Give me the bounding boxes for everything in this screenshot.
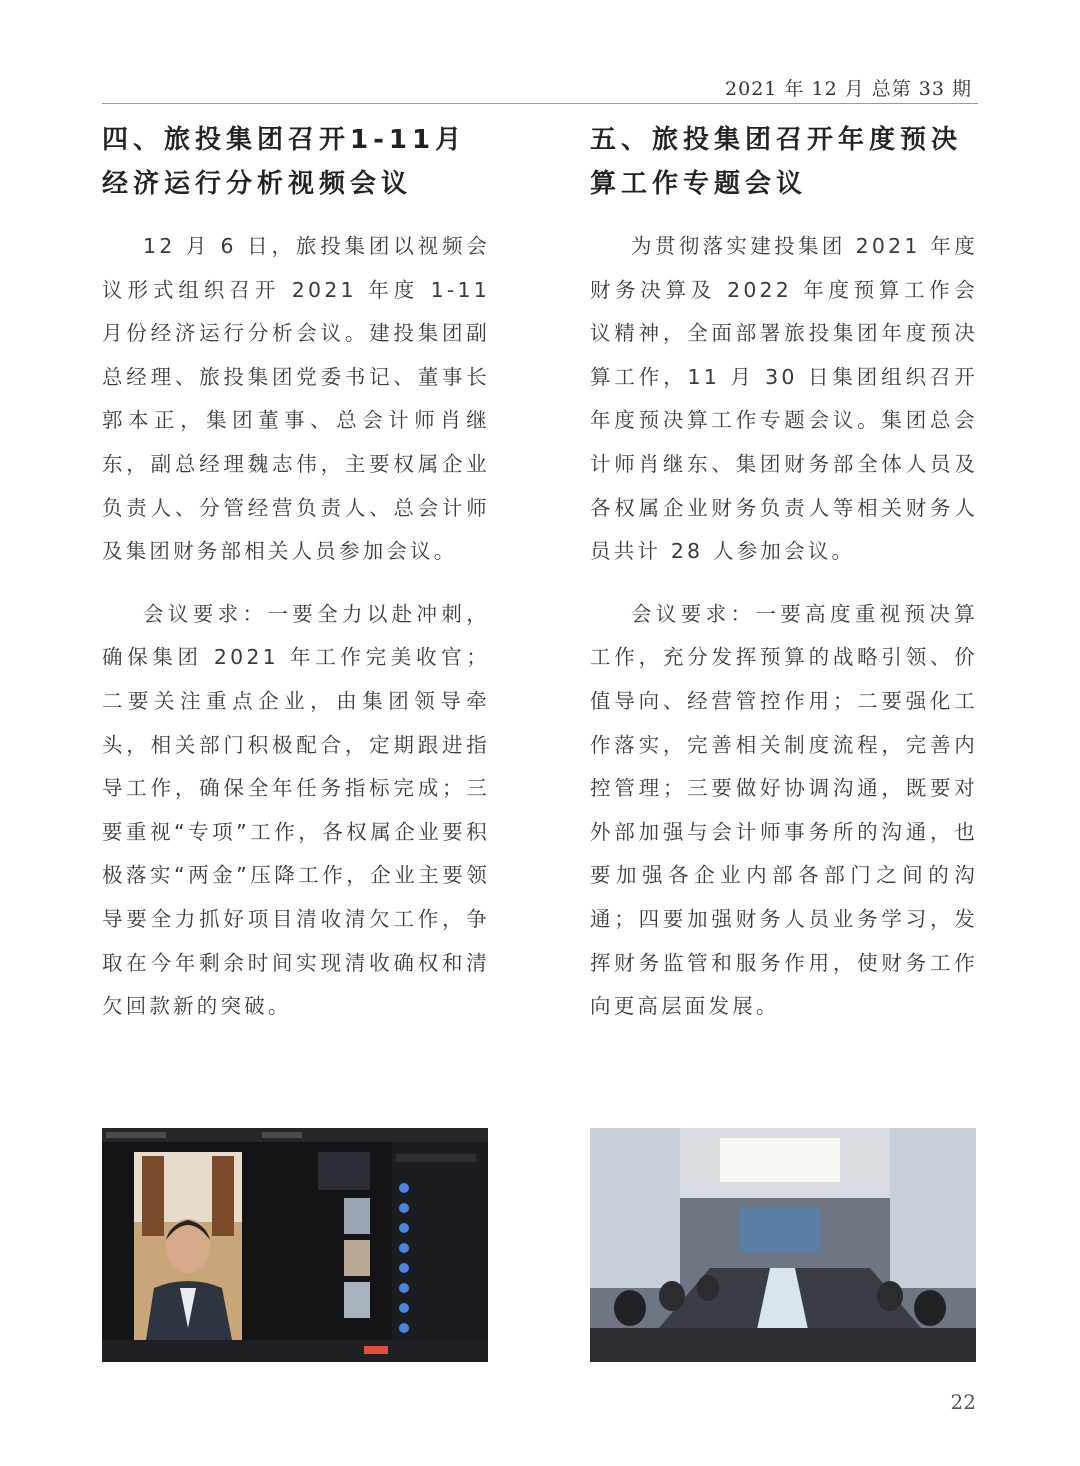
video-conference-image — [102, 1128, 488, 1362]
article-left-title: 四、旅投集团召开1-11月经济运行分析视频会议 — [102, 125, 467, 199]
article-right — [590, 118, 978, 1029]
article-right-paragraph: 为贯彻落实建投集团 2021 年度财务决算及 2022 年度预算工作会议精神，全面部署旅投集团年度预决算工作，11 月 30 日集团组织召开年度预决算工作专题会议。集团总会计师肖继东、集团财务部全体人员及各权属企业财务负责人等相关财务人员共计 28 人参加会议。 — [590, 234, 978, 564]
meeting-room-image — [590, 1128, 976, 1362]
article-left-paragraph: 12 月 6 日，旅投集团以视频会议形式组织召开 2021 年度 1-11 月份经济运行分析会议。建投集团副总经理、旅投集团党委书记、董事长郭本正，集团董事、总会计师肖继东，副总经理魏志伟，主要权属企业负责人、分管经营负责人、总会计师及集团财务部相关人员参加会议。 — [102, 234, 490, 564]
article-right-paragraph: 会议要求：一要高度重视预决算工作，充分发挥预算的战略引领、价值导向、经营管控作用；二要强化工作落实，完善相关制度流程，完善内控管理；三要做好协调沟通，既要对外部加强与会计师事务所的沟通，也要加强各企业内部各部门之间的沟通；四要加强财务人员业务学习，发挥财务监管和服务作用，使财务工作向更高层面发展。 — [590, 601, 978, 1019]
issue-label: 2021 年 12 月 总第 33 期 — [725, 78, 972, 100]
video-conference-photo — [102, 1128, 488, 1362]
article-right-title: 五、旅投集团召开年度预决算工作专题会议 — [590, 125, 963, 199]
header-divider — [102, 103, 978, 104]
article-left — [102, 118, 490, 1029]
article-left-paragraph: 会议要求：一要全力以赴冲刺，确保集团 2021 年工作完美收官；二要关注重点企业，由集团领导牵头，相关部门积极配合，定期跟进指导工作，确保全年任务指标完成；三要重视“专项”工作，各权属企业要积极落实“两金”压降工作，企业主要领导要全力抓好项目清收清欠工作，争取在今年剩余时间实现清收确权和清欠回款新的突破。 — [102, 601, 490, 1019]
page-number: 22 — [950, 1390, 976, 1414]
meeting-room-photo — [590, 1128, 976, 1362]
